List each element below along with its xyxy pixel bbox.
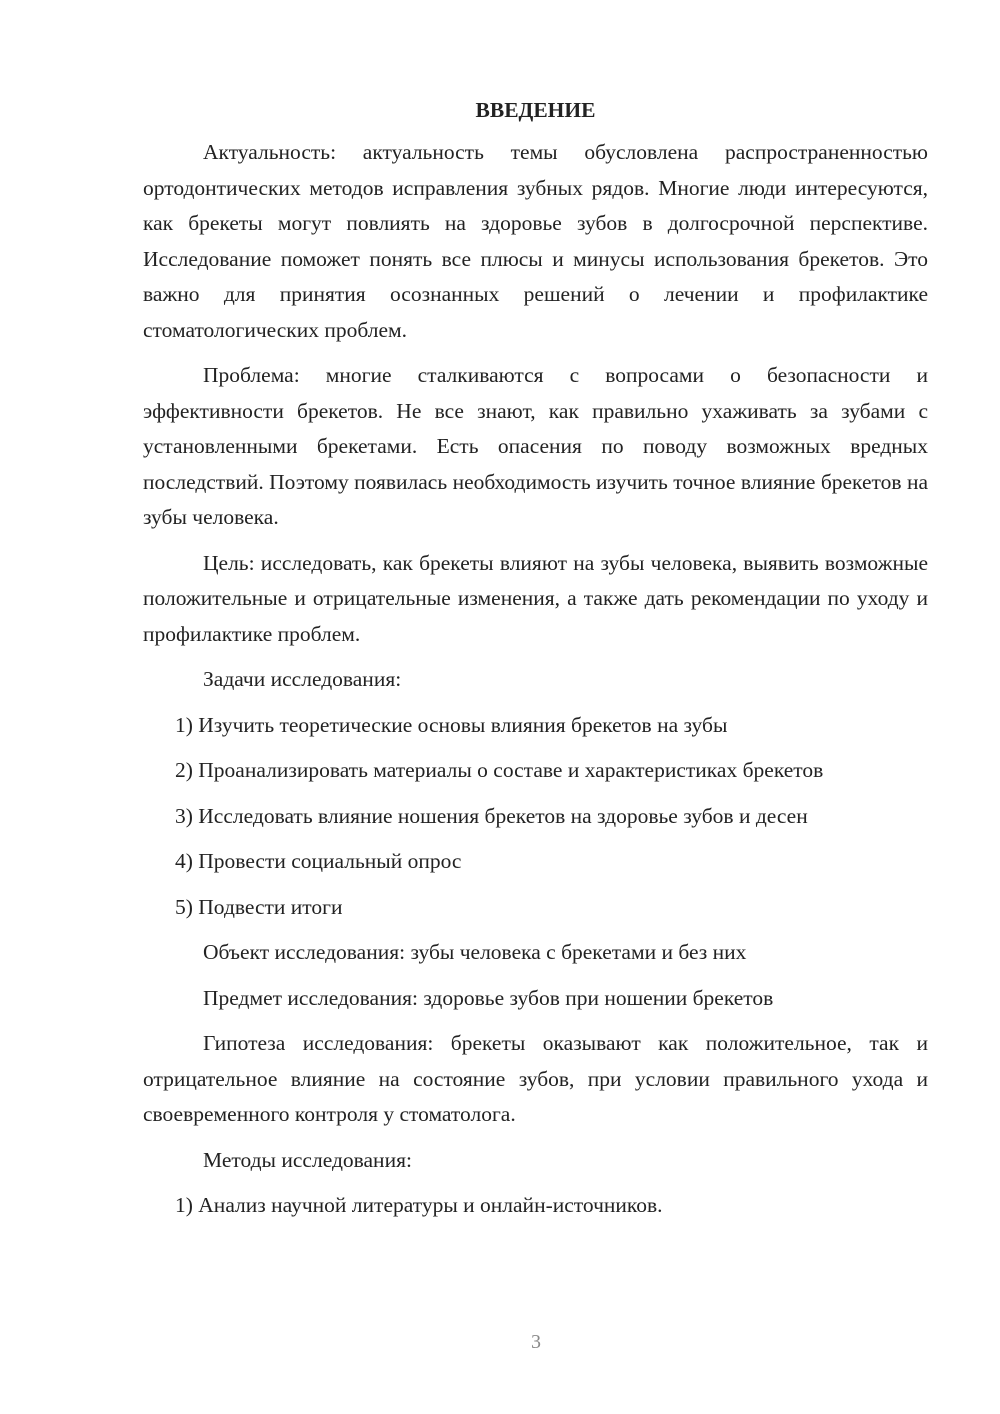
method-item-1: 1) Анализ научной литературы и онлайн-источников. (175, 1193, 663, 1217)
paragraph-problem: Проблема: многие сталкиваются с вопросами о безопасности и эффективности брекетов. Не все знают, как правильно ухаживать за зубами с установленными брекетами. Есть опасения по поводу возможных вредных последствий. Поэтому появилась необходимость изучить точное влияние брекетов на зубы человека. (143, 363, 928, 529)
task-item-2: 2) Проанализировать материалы о составе и характеристиках брекетов (175, 758, 824, 782)
task-item-4: 4) Провести социальный опрос (175, 849, 462, 873)
paragraph-subject: Предмет исследования: здоровье зубов при ношении брекетов (203, 985, 774, 1010)
page-number: 3 (531, 1331, 541, 1353)
task-item-1: 1) Изучить теоретические основы влияния брекетов на зубы (175, 712, 728, 737)
methods-heading: Методы исследования: (203, 1147, 412, 1172)
tasks-heading: Задачи исследования: (203, 667, 402, 691)
paragraph-relevance: Актуальность: актуальность темы обусловлена распространенностью ортодонтических методов исправления зубных рядов. Многие люди интересуются, как брекеты могут повлиять на здоровье зубов в долгосрочной перспективе. Исследование поможет понять все плюсы и минусы использования брекетов. Это важно для принятия осознанных решений о лечении и профилактике стоматологических проблем. (143, 140, 928, 342)
page-content (143, 92, 928, 1234)
task-item-3: 3) Исследовать влияние ношения брекетов на здоровье зубов и десен (175, 803, 808, 828)
paragraph-hypothesis: Гипотеза исследования: брекеты оказывают как положительное, так и отрицательное влияние на состояние зубов, при условии правильного ухода и своевременного контроля у стоматолога. (143, 1031, 928, 1126)
task-item-5: 5) Подвести итоги (175, 894, 343, 919)
section-title: ВВЕДЕНИЕ (475, 98, 596, 122)
paragraph-object: Объект исследования: зубы человека с брекетами и без них (203, 940, 747, 964)
paragraph-goal: Цель: исследовать, как брекеты влияют на зубы человека, выявить возможные положительные и отрицательные изменения, а также дать рекомендации по уходу и профилактике проблем. (143, 550, 928, 646)
